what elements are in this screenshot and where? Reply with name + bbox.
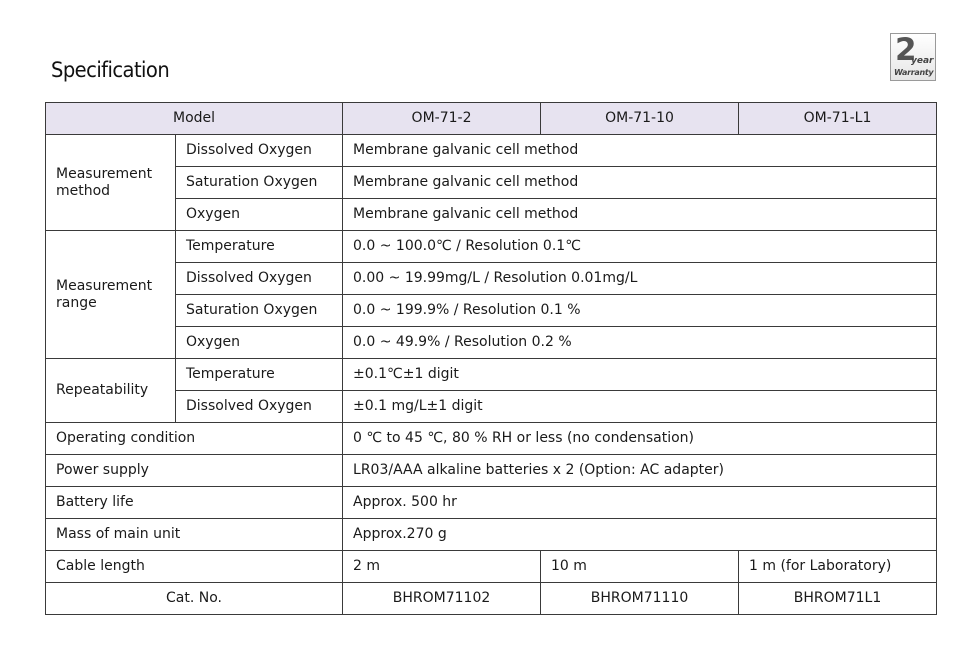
row-label: Dissolved Oxygen xyxy=(176,263,343,295)
table-row xyxy=(46,263,937,295)
specification-table xyxy=(45,102,937,615)
cat-no-om-71-2: BHROM71102 xyxy=(343,583,541,615)
table-row xyxy=(46,583,937,615)
operating-condition-label: Operating condition xyxy=(46,423,343,455)
row-label: Dissolved Oxygen xyxy=(176,391,343,423)
page-title: Specification xyxy=(51,58,170,82)
row-label: Saturation Oxygen xyxy=(176,295,343,327)
cable-length-label: Cable length xyxy=(46,551,343,583)
operating-condition-value: 0 ℃ to 45 ℃, 80 % RH or less (no condensation) xyxy=(343,423,937,455)
row-value: Membrane galvanic cell method xyxy=(343,167,937,199)
row-value: 0.0 ~ 100.0℃ / Resolution 0.1℃ xyxy=(343,231,937,263)
row-value: ±0.1 mg/L±1 digit xyxy=(343,391,937,423)
row-label: Oxygen xyxy=(176,327,343,359)
warranty-badge xyxy=(890,33,936,81)
table-row xyxy=(46,167,937,199)
table-row xyxy=(46,199,937,231)
warranty-year-label: year xyxy=(911,56,934,66)
row-label: Temperature xyxy=(176,359,343,391)
table-row xyxy=(46,327,937,359)
repeatability-label: Repeatability xyxy=(46,359,176,423)
table-header-row xyxy=(46,103,937,135)
row-value: 0.0 ~ 199.9% / Resolution 0.1 % xyxy=(343,295,937,327)
battery-life-label: Battery life xyxy=(46,487,343,519)
table-row xyxy=(46,359,937,391)
power-supply-value: LR03/AAA alkaline batteries x 2 (Option: AC adapter) xyxy=(343,455,937,487)
table-row xyxy=(46,455,937,487)
row-value: Membrane galvanic cell method xyxy=(343,135,937,167)
cable-length-om-71-10: 10 m xyxy=(541,551,739,583)
header-om-71-l1: OM-71-L1 xyxy=(739,103,937,135)
table-row xyxy=(46,231,937,263)
row-label: Dissolved Oxygen xyxy=(176,135,343,167)
cable-length-om-71-2: 2 m xyxy=(343,551,541,583)
table-row xyxy=(46,391,937,423)
row-value: Membrane galvanic cell method xyxy=(343,199,937,231)
header-model: Model xyxy=(46,103,343,135)
cat-no-om-71-10: BHROM71110 xyxy=(541,583,739,615)
measurement-range-label: Measurement range xyxy=(46,231,176,359)
table-row xyxy=(46,519,937,551)
warranty-years: 2 xyxy=(895,32,917,68)
power-supply-label: Power supply xyxy=(46,455,343,487)
table-row xyxy=(46,487,937,519)
table-row xyxy=(46,551,937,583)
row-label: Saturation Oxygen xyxy=(176,167,343,199)
battery-life-value: Approx. 500 hr xyxy=(343,487,937,519)
table-row xyxy=(46,295,937,327)
row-label: Oxygen xyxy=(176,199,343,231)
warranty-label: Warranty xyxy=(894,68,934,77)
row-value: 0.00 ~ 19.99mg/L / Resolution 0.01mg/L xyxy=(343,263,937,295)
table-row xyxy=(46,135,937,167)
mass-value: Approx.270 g xyxy=(343,519,937,551)
cat-no-label: Cat. No. xyxy=(46,583,343,615)
mass-label: Mass of main unit xyxy=(46,519,343,551)
row-value: ±0.1℃±1 digit xyxy=(343,359,937,391)
header-om-71-10: OM-71-10 xyxy=(541,103,739,135)
header-om-71-2: OM-71-2 xyxy=(343,103,541,135)
table-row xyxy=(46,423,937,455)
cat-no-om-71-l1: BHROM71L1 xyxy=(739,583,937,615)
row-label: Temperature xyxy=(176,231,343,263)
measurement-method-label: Measurement method xyxy=(46,135,176,231)
row-value: 0.0 ~ 49.9% / Resolution 0.2 % xyxy=(343,327,937,359)
cable-length-om-71-l1: 1 m (for Laboratory) xyxy=(739,551,937,583)
